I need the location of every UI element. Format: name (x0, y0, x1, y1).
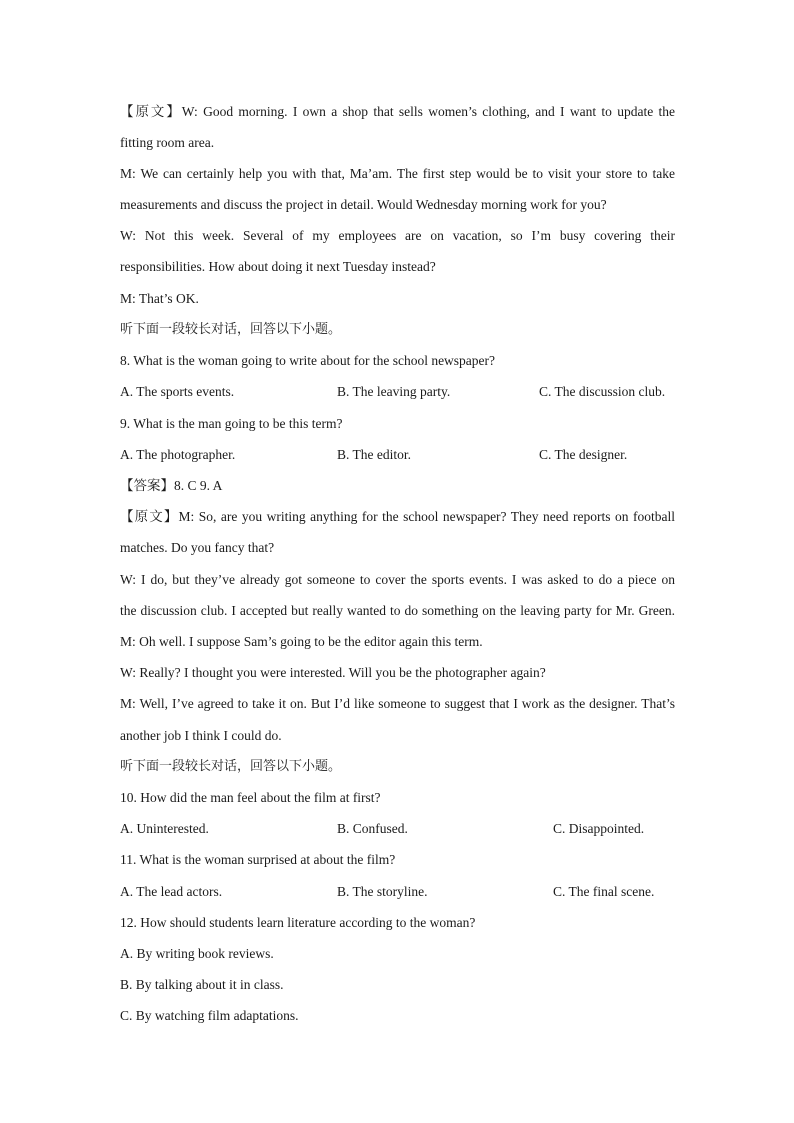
transcript-line: M: Oh well. I suppose Sam’s going to be the editor again this term. (120, 634, 483, 649)
section-instruction: 听下面一段较长对话，回答以下小题。 (120, 322, 342, 337)
option-b: B. The storyline. (337, 884, 428, 899)
question-9: 9. What is the man going to be this term? (120, 416, 343, 431)
option-a: A. Uninterested. (120, 821, 209, 836)
transcript-line: another job I think I could do. (120, 728, 282, 743)
answer-line: 【答案】8. C 9. A (120, 478, 223, 493)
question-10: 10. How did the man feel about the film at first? (120, 790, 381, 805)
transcript-line: fitting room area. (120, 135, 215, 150)
options-row-q8 (120, 376, 675, 407)
option-c: C. The designer. (539, 447, 628, 462)
options-row-q9 (120, 439, 675, 470)
options-row-q11 (120, 876, 675, 907)
transcript-line: W: Not this week. Several of my employees are on vacation, so I’m busy covering their (120, 228, 675, 243)
section-instruction: 听下面一段较长对话，回答以下小题。 (120, 759, 342, 774)
question-12: 12. How should students learn literature according to the woman? (120, 915, 476, 930)
transcript-line: W: I do, but they’ve already got someone to cover the sports events. I was asked to do a piece on (120, 572, 675, 587)
transcript-line: the discussion club. I accepted but really wanted to do something on the leaving party for Mr. Green. (120, 603, 675, 618)
option-b: B. By talking about it in class. (120, 977, 284, 992)
transcript-line: M: That’s OK. (120, 291, 199, 306)
option-c: C. By watching film adaptations. (120, 1008, 299, 1023)
option-a: A. The sports events. (120, 384, 235, 399)
question-8: 8. What is the woman going to write about for the school newspaper? (120, 353, 496, 368)
option-b: B. Confused. (337, 821, 408, 836)
transcript-line: M: We can certainly help you with that, Ma’am. The first step would be to visit your store to take (120, 166, 675, 181)
transcript-line: 【原文】W: Good morning. I own a shop that sells women’s clothing, and I want to update the (120, 104, 675, 119)
transcript-line: responsibilities. How about doing it next Tuesday instead? (120, 259, 436, 274)
transcript-line: 【原文】M: So, are you writing anything for the school newspaper? They need reports on football (120, 509, 675, 524)
option-c: C. Disappointed. (553, 821, 645, 836)
transcript-line: W: Really? I thought you were interested. Will you be the photographer again? (120, 665, 546, 680)
transcript-line: measurements and discuss the project in detail. Would Wednesday morning work for you? (120, 197, 607, 212)
option-c: C. The final scene. (553, 884, 655, 899)
option-a: A. By writing book reviews. (120, 946, 274, 961)
transcript-line: M: Well, I’ve agreed to take it on. But I’d like someone to suggest that I work as the designer. That’s (120, 696, 675, 711)
option-b: B. The editor. (337, 447, 411, 462)
option-a: A. The photographer. (120, 447, 236, 462)
options-row-q10 (120, 813, 675, 844)
transcript-line: matches. Do you fancy that? (120, 540, 275, 555)
option-c: C. The discussion club. (539, 384, 666, 399)
option-b: B. The leaving party. (337, 384, 451, 399)
option-a: A. The lead actors. (120, 884, 223, 899)
question-11: 11. What is the woman surprised at about the film? (120, 852, 396, 867)
